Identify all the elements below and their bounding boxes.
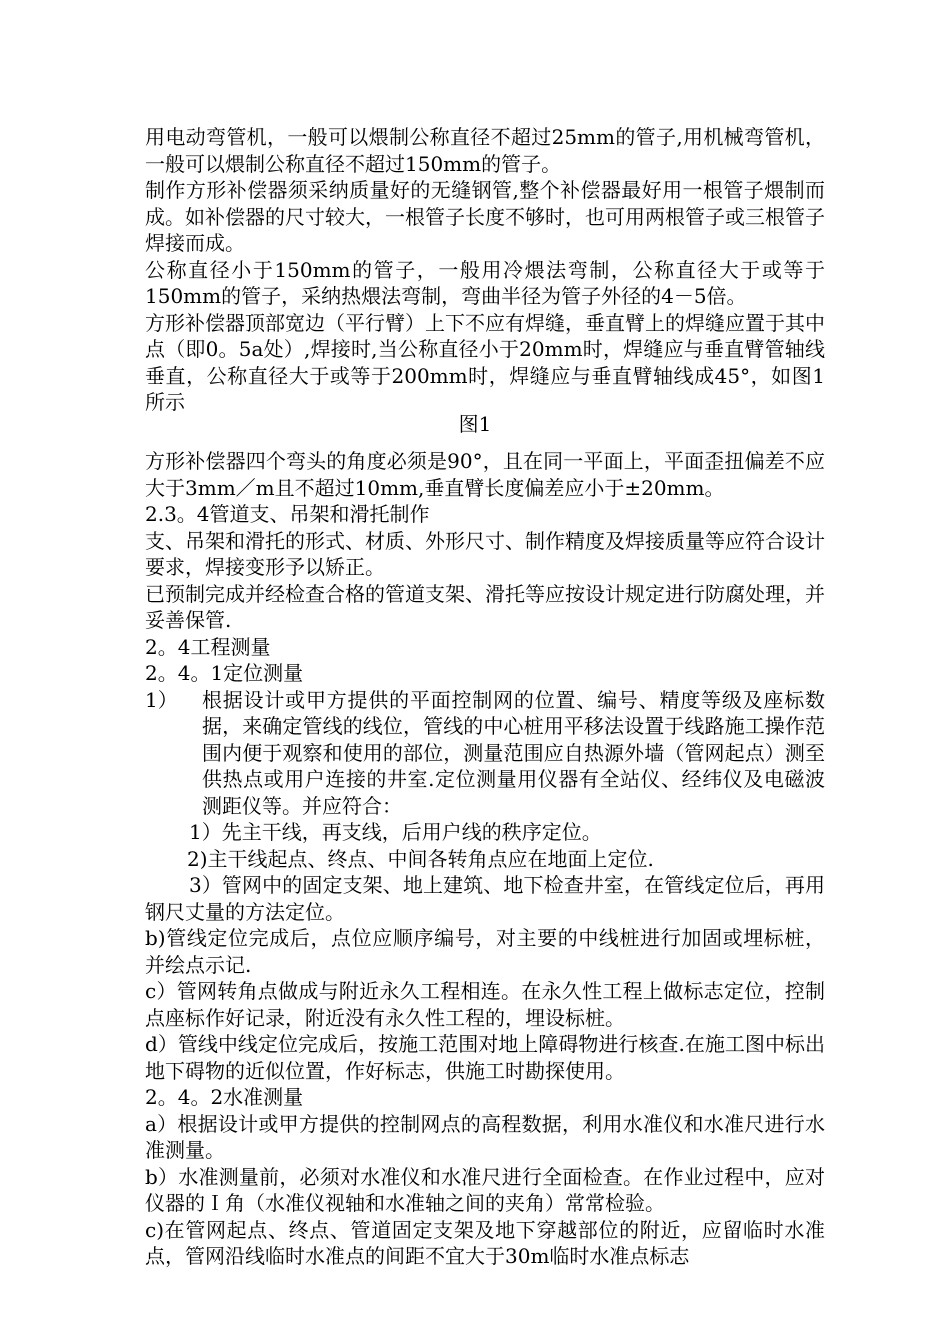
paragraph-item-b: b)管线定位完成后，点位应顺序编号，对主要的中线桩进行加固或埋标桩，并绘点示记. [145, 926, 825, 977]
paragraph-item-d: d）管线中线定位完成后，按施工范围对地上障碍物进行核查.在施工图中标出地下碍物的近似位置，作好标志，供施工时勘探使用。 [145, 1032, 825, 1083]
paragraph-elbow-angles: 方形补偿器四个弯头的角度必须是90°，且在同一平面上，平面歪扭偏差不应大于3mm／m且不超过10mm,垂直臂长度偏差应小于±20mm。 [145, 449, 825, 500]
paragraph-anticorrosion: 已预制完成并经检查合格的管道支架、滑托等应按设计规定进行防腐处理，并妥善保管. [145, 581, 825, 632]
lower-text-block [145, 448, 825, 1270]
upper-text-block [145, 124, 825, 416]
list-item-1 [145, 687, 825, 820]
section-heading-positioning: 2。4。1定位测量 [145, 661, 304, 685]
sub-item-3: 3）管网中的固定支架、地上建筑、地下检查井室，在管线定位后，再用钢尺丈量的方法定位。 [145, 873, 825, 924]
paragraph-pipe-bending-machines: 用电动弯管机，一般可以煨制公称直径不超过25mm的管子,用机械弯管机，一般可以煨制公称直径不超过150mm的管子。 [145, 125, 825, 176]
paragraph-leveling-c: c)在管网起点、终点、管道固定支架及地下穿越部位的附近，应留临时水准点，管网沿线临时水准点的间距不宜大于30m临时水准点标志 [145, 1217, 825, 1268]
paragraph-support-requirements: 支、吊架和滑托的形式、材质、外形尺寸、制作精度及焊接质量等应符合设计要求，焊接变形予以矫正。 [145, 528, 825, 579]
list-number: 1） [145, 687, 178, 712]
paragraph-weld-position: 方形补偿器顶部宽边（平行臂）上下不应有焊缝，垂直臂上的焊缝应置于其中点（即0。5a处）,焊接时,当公称直径小于20mm时，焊缝应与垂直臂管轴线垂直，公称直径大于或等于200mm时，焊缝应与垂直臂轴线成45°，如图1所示 [145, 310, 825, 414]
sub-item-1: 1）先主干线，再支线，后用户线的秩序定位。 [189, 820, 602, 844]
section-heading-survey: 2。4工程测量 [145, 634, 271, 659]
paragraph-bending-method: 公称直径小于150mm的管子，一般用冷煨法弯制，公称直径大于或等于150mm的管子，采纳热煨法弯制，弯曲半径为管子外径的4－5倍。 [145, 257, 825, 308]
paragraph-leveling-b: b）水准测量前，必须对水准仪和水准尺进行全面检查。在作业过程中，应对仪器的Ｉ角（水准仪视轴和水准轴之间的夹角）常常检验。 [145, 1164, 825, 1215]
paragraph-item-c: c）管网转角点做成与附近永久工程相连。在永久性工程上做标志定位，控制点座标作好记录，附近没有永久性工程的，埋设标桩。 [145, 979, 825, 1030]
sub-item-2: 2)主干线起点、终点、中间各转角点应在地面上定位. [187, 846, 654, 871]
section-heading-supports: 2.3。4管道支、吊架和滑托制作 [145, 502, 430, 526]
paragraph-leveling-a: a）根据设计或甲方提供的控制网点的高程数据，利用水准仪和水准尺进行水准测量。 [145, 1111, 825, 1162]
section-heading-leveling: 2。4。2水准测量 [145, 1085, 304, 1109]
figure-caption: 图1 [458, 412, 492, 436]
list-item-text: 根据设计或甲方提供的平面控制网的位置、编号、精度等级及座标数据，来确定管线的线位，管线的中心桩用平移法设置于线路施工操作范围内便于观察和使用的部位，测量范围应自热源外墙（管网起点）测至供热点或用户连接的井室.定位测量用仪器有全站仪、经纬仪及电磁波测距仪等。并应符合： [202, 687, 825, 818]
paragraph-compensator-material: 制作方形补偿器须采纳质量好的无缝钢管,整个补偿器最好用一根管子煨制而成。如补偿器的尺寸较大，一根管子长度不够时，也可用两根管子或三根管子焊接而成。 [145, 178, 825, 255]
